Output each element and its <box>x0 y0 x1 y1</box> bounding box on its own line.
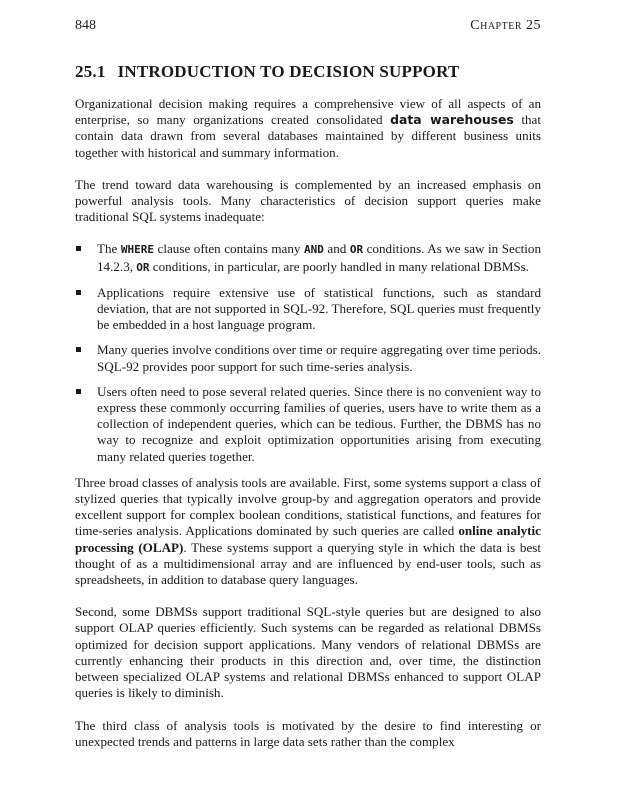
bullet-text: Applications require extensive use of statistical functions, such as standard deviation, that are not supported in SQL-92. Therefore, SQL queries must frequently be embedded in a host language program. <box>97 284 541 333</box>
chapter-label: Chapter 25 <box>470 18 541 33</box>
code-or: OR <box>349 243 364 257</box>
paragraph-olap <box>75 475 541 588</box>
bullet-text: conditions, in particular, are poorly handled in many relational DBMSs. <box>149 258 530 274</box>
bullet-icon <box>76 389 81 394</box>
paragraph-text: Organizational decision making requires a comprehensive view of all aspects of an enterprise, so many organizations created consolidated <box>75 96 541 128</box>
paragraph-relational-dbms: Second, some DBMSs support traditional SQL-style queries but are designed to also support OLAP queries efficiently. Such systems can be regarded as relational DBMSs optimized for decision support applications. Many vendors of relational DBMSs are currently enhancing their products in this direction and, over time, the distinction between specialized OLAP systems and relational DBMSs enhanced to support OLAP queries is likely to diminish. <box>75 604 541 701</box>
page-number: 848 <box>75 18 96 33</box>
bullet-text: and <box>323 241 350 257</box>
body-text <box>75 96 541 766</box>
bullet-text: Many queries involve conditions over time or require aggregating over time periods. SQL-92 provides poor support for such time-series analysis. <box>97 342 541 374</box>
bullet-text: Users often need to pose several related queries. Since there is no convenient way to express these commonly occurring families of queries, users have to write them as a collection of independent queries, which can be tedious. Further, the DBMS has no way to recognize and exploit optimization opportunities arising from executing many related queries together. <box>97 383 541 464</box>
section-title: INTRODUCTION TO DECISION SUPPORT <box>117 62 460 81</box>
bullet-text: The <box>97 241 121 257</box>
code-where: WHERE <box>120 243 155 257</box>
section-number: 25.1 <box>75 62 106 81</box>
term-olap: online analytic processing (OLAP) <box>75 523 541 555</box>
bullet-text: clause often contains many <box>154 241 304 257</box>
bullet-list <box>75 241 541 464</box>
paragraph-text: . These systems support a querying style in which the data is best thought of as a multidimensional array and are influenced by end-user tools, such as spreadsheets, in addition to database query languages. <box>75 539 541 588</box>
code-and: AND <box>304 243 324 257</box>
paragraph-text: Three broad classes of analysis tools are available. First, some systems support a class of stylized queries that typically involve group-by and aggregation operators and provide excellent support for complex boolean conditions, statistical functions, and features for time-series analysis. Applications dominated by such queries are called <box>75 474 541 539</box>
paragraph-analysis-tools: The trend toward data warehousing is complemented by an increased emphasis on powerful analysis tools. Many characteristics of decision support queries make traditional SQL systems inadequate: <box>75 176 541 225</box>
running-head <box>75 18 541 38</box>
paragraph-text: that contain data drawn from several databases maintained by different business units together with historical and summary information. <box>75 112 541 160</box>
term-data-warehouses: data warehouses <box>390 112 514 128</box>
code-or: OR <box>136 260 150 274</box>
bullet-icon <box>76 290 81 295</box>
list-item <box>75 241 541 275</box>
section-heading <box>75 62 545 82</box>
list-item <box>75 285 541 334</box>
bullet-icon <box>76 347 81 352</box>
paragraph-third-class: The third class of analysis tools is motivated by the desire to find interesting or unexpected trends and patterns in large data sets rather than the complex <box>75 717 541 749</box>
paragraph-data-warehouses <box>75 96 541 161</box>
list-item <box>75 342 541 374</box>
bullet-icon <box>76 246 81 251</box>
bullet-text: conditions. As we saw in Section 14.2.3, <box>97 241 542 274</box>
list-item <box>75 384 541 465</box>
